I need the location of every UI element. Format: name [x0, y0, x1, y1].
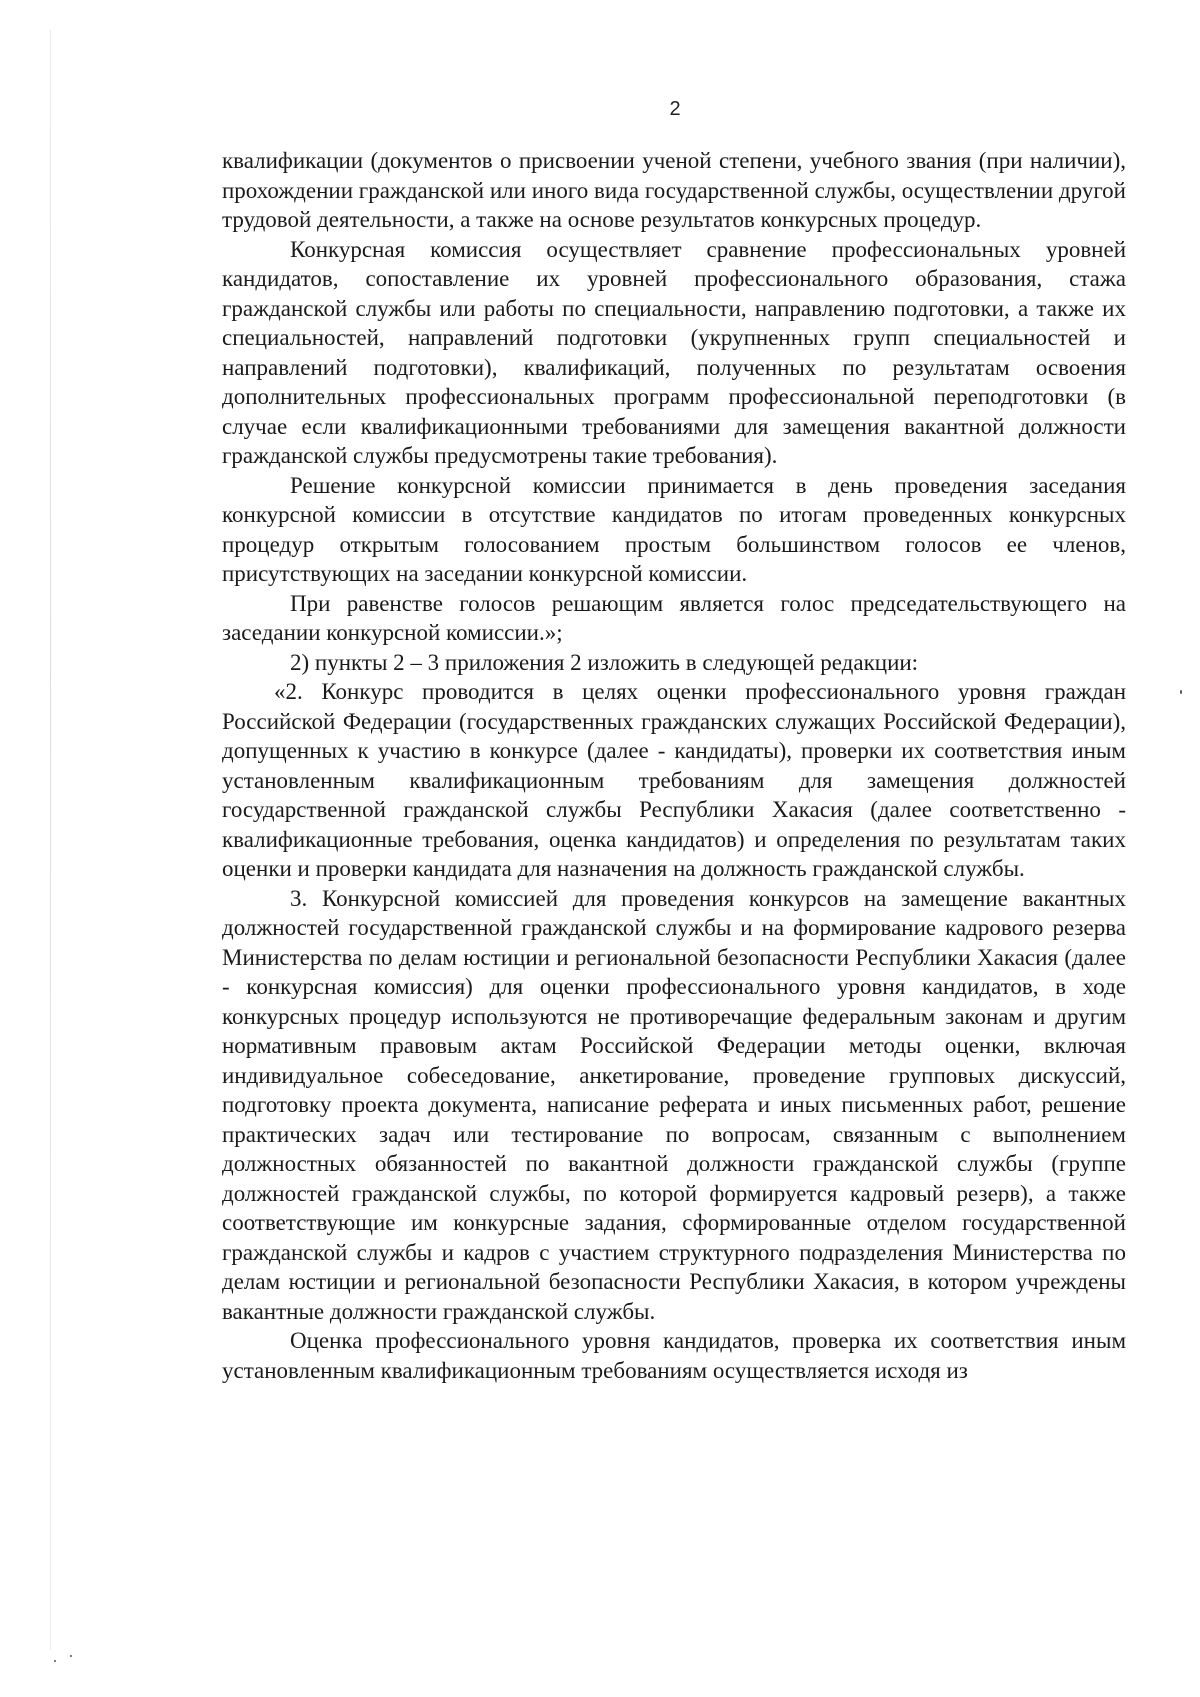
paragraph-tie-vote: При равенстве голосов решающим является голос председательствующего на заседании конкурсной комиссии.»; [222, 590, 1126, 645]
scan-speck [1180, 690, 1182, 694]
paragraph-assessment: Оценка профессионального уровня кандидатов, проверка их соответствия иным установленным квалификационным требованиям осуществляется исходя из [222, 1328, 1126, 1383]
paragraph-clause-2: «2. Конкурс проводится в целях оценки профессионального уровня граждан Российской Федерации (государственных гражданских служащих Российской Федерации), допущенных к участию в конкурсе (далее - кандидаты), проверки их соответствия иным установленным квалификационным требованиям для замещения должностей государственной гражданской службы Республики Хакасия (далее соответственно - квалификационные требования, оценка кандидатов) и определения по результатам таких оценки и проверки кандидата для назначения на должность гражданской службы. [222, 679, 1126, 881]
paragraph-decision: Решение конкурсной комиссии принимается в день проведения заседания конкурсной комиссии в отсутствие кандидатов по итогам проведенных конкурсных процедур открытым голосованием простым большинством голосов ее членов, присутствующих на заседании конкурсной комиссии. [222, 472, 1126, 586]
document-body [222, 146, 1126, 1385]
scan-edge-line [50, 30, 51, 1650]
scan-speck [70, 1655, 72, 1657]
scan-speck [54, 1660, 56, 1662]
paragraph-amendment-item: 2) пункты 2 – 3 приложения 2 изложить в следующей редакции: [290, 649, 919, 675]
paragraph-clause-3: 3. Конкурсной комиссией для проведения конкурсов на замещение вакантных должностей государственной гражданской службы и на формирование кадрового резерва Министерства по делам юстиции и региональной безопасности Республики Хакасия (далее - конкурсная комиссия) для оценки профессионального уровня кандидатов, в ходе конкурсных процедур используются не противоречащие федеральным законам и другим нормативным правовым актам Российской Федерации методы оценки, включая индивидуальное собеседование, анкетирование, проведение групповых дискуссий, подготовку проекта документа, написание реферата и иных письменных работ, решение практических задач или тестирование по вопросам, связанным с выполнением должностных обязанностей по вакантной должности гражданской службы (группе должностей гражданской службы, по которой формируется кадровый резерв), а также соответствующие им конкурсные задания, сформированные отделом государственной гражданской службы и кадров с участием структурного подразделения Министерства по делам юстиции и региональной безопасности Республики Хакасия, в котором учреждены вакантные должности гражданской службы. [222, 885, 1126, 1324]
paragraph-continuation: квалификации (документов о присвоении ученой степени, учебного звания (при наличии), прохождении гражданской или иного вида государственной службы, осуществлении другой трудовой деятельности, а также на основе результатов конкурсных процедур. [222, 148, 1126, 232]
page-number: 2 [669, 98, 681, 120]
paragraph-comparison: Конкурсная комиссия осуществляет сравнение профессиональных уровней кандидатов, сопоставление их уровней профессионального образования, стажа гражданской службы или работы по специальности, направлению подготовки, а также их специальностей, направлений подготовки (укрупненных групп специальностей и направлений подготовки), квалификаций, полученных по результатам освоения дополнительных профессиональных программ профессиональной переподготовки (в случае если квалификационными требованиями для замещения вакантной должности гражданской службы предусмотрены такие требования). [222, 236, 1126, 468]
